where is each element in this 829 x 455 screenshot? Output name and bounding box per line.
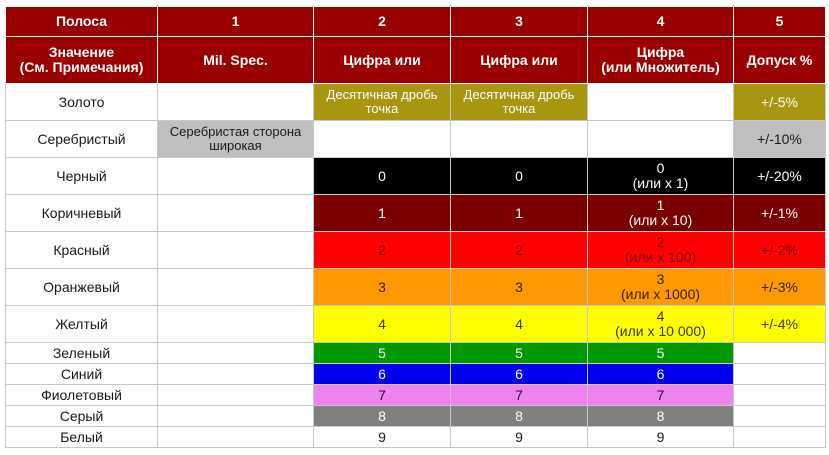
tolerance-cell: +/-4% bbox=[734, 306, 826, 343]
mil-spec-cell bbox=[158, 364, 314, 385]
tolerance-cell: +/-2% bbox=[734, 232, 826, 269]
table-row bbox=[6, 306, 826, 343]
digit-2-cell: 7 bbox=[314, 385, 451, 406]
digit-2-header: Цифра или bbox=[314, 37, 451, 84]
mil-spec-header: Mil. Spec. bbox=[158, 37, 314, 84]
tolerance-cell: +/-20% bbox=[734, 158, 826, 195]
digit-2-cell: 6 bbox=[314, 364, 451, 385]
multiplier-cell: 4 (или х 10 000) bbox=[588, 306, 734, 343]
tolerance-cell bbox=[734, 385, 826, 406]
color-name: Красный bbox=[6, 232, 158, 269]
digit-2-cell: 4 bbox=[314, 306, 451, 343]
multiplier-cell bbox=[588, 84, 734, 121]
multiplier-cell: 7 bbox=[588, 385, 734, 406]
tolerance-cell bbox=[734, 406, 826, 427]
table-row bbox=[6, 385, 826, 406]
digit-3-cell: Десятичная дробь точка bbox=[451, 84, 588, 121]
digit-3-cell: 4 bbox=[451, 306, 588, 343]
band-header-label: Полоса bbox=[6, 7, 158, 37]
mil-spec-cell bbox=[158, 343, 314, 364]
mil-spec-cell bbox=[158, 195, 314, 232]
digit-3-header: Цифра или bbox=[451, 37, 588, 84]
digit-3-cell: 3 bbox=[451, 269, 588, 306]
color-name: Серебристый bbox=[6, 121, 158, 158]
tolerance-cell: +/-3% bbox=[734, 269, 826, 306]
table-row bbox=[6, 195, 826, 232]
color-name: Белый bbox=[6, 427, 158, 448]
tolerance-cell: +/-5% bbox=[734, 84, 826, 121]
table-row bbox=[6, 269, 826, 306]
multiplier-cell: 0 (или х 1) bbox=[588, 158, 734, 195]
digit-3-cell: 7 bbox=[451, 385, 588, 406]
digit-2-cell: 2 bbox=[314, 232, 451, 269]
table-row bbox=[6, 84, 826, 121]
band-1-header: 1 bbox=[158, 7, 314, 37]
multiplier-cell bbox=[588, 121, 734, 158]
table-row bbox=[6, 427, 826, 448]
table-row bbox=[6, 364, 826, 385]
digit-3-cell: 8 bbox=[451, 406, 588, 427]
digit-2-cell bbox=[314, 121, 451, 158]
digit-3-cell bbox=[451, 121, 588, 158]
digit-2-cell: 1 bbox=[314, 195, 451, 232]
tolerance-header: Допуск % bbox=[734, 37, 826, 84]
color-name: Оранжевый bbox=[6, 269, 158, 306]
table-row bbox=[6, 343, 826, 364]
band-5-header: 5 bbox=[734, 7, 826, 37]
color-name: Серый bbox=[6, 406, 158, 427]
table-row bbox=[6, 121, 826, 158]
digit-2-cell: 8 bbox=[314, 406, 451, 427]
digit-3-cell: 0 bbox=[451, 158, 588, 195]
digit-3-cell: 6 bbox=[451, 364, 588, 385]
color-name: Золото bbox=[6, 84, 158, 121]
digit-2-cell: Десятичная дробь точка bbox=[314, 84, 451, 121]
digit-3-cell: 1 bbox=[451, 195, 588, 232]
resistor-color-code-table bbox=[5, 6, 826, 448]
digit-2-cell: 9 bbox=[314, 427, 451, 448]
multiplier-cell: 6 bbox=[588, 364, 734, 385]
multiplier-cell: 1 (или х 10) bbox=[588, 195, 734, 232]
table-row bbox=[6, 158, 826, 195]
digit-2-cell: 5 bbox=[314, 343, 451, 364]
tolerance-cell: +/-1% bbox=[734, 195, 826, 232]
multiplier-cell: 9 bbox=[588, 427, 734, 448]
multiplier-header: Цифра (или Множитель) bbox=[588, 37, 734, 84]
mil-spec-cell bbox=[158, 232, 314, 269]
mil-spec-cell bbox=[158, 385, 314, 406]
tolerance-cell bbox=[734, 427, 826, 448]
digit-3-cell: 2 bbox=[451, 232, 588, 269]
digit-3-cell: 5 bbox=[451, 343, 588, 364]
digit-3-cell: 9 bbox=[451, 427, 588, 448]
tolerance-cell: +/-10% bbox=[734, 121, 826, 158]
color-name: Коричневый bbox=[6, 195, 158, 232]
color-name: Синий bbox=[6, 364, 158, 385]
header-row bbox=[6, 7, 826, 37]
mil-spec-cell bbox=[158, 427, 314, 448]
mil-spec-cell: Серебристая сторона широкая bbox=[158, 121, 314, 158]
band-4-header: 4 bbox=[588, 7, 734, 37]
color-name: Черный bbox=[6, 158, 158, 195]
mil-spec-cell bbox=[158, 158, 314, 195]
table-row bbox=[6, 406, 826, 427]
mil-spec-cell bbox=[158, 84, 314, 121]
digit-2-cell: 3 bbox=[314, 269, 451, 306]
band-2-header: 2 bbox=[314, 7, 451, 37]
color-name: Желтый bbox=[6, 306, 158, 343]
table-row bbox=[6, 232, 826, 269]
tolerance-cell bbox=[734, 364, 826, 385]
digit-2-cell: 0 bbox=[314, 158, 451, 195]
tolerance-cell bbox=[734, 343, 826, 364]
mil-spec-cell bbox=[158, 269, 314, 306]
color-name: Фиолетовый bbox=[6, 385, 158, 406]
multiplier-cell: 5 bbox=[588, 343, 734, 364]
subheader-row bbox=[6, 37, 826, 84]
band-3-header: 3 bbox=[451, 7, 588, 37]
value-header: Значение (См. Примечания) bbox=[6, 37, 158, 84]
multiplier-cell: 8 bbox=[588, 406, 734, 427]
multiplier-cell: 2 (или х 100) bbox=[588, 232, 734, 269]
color-name: Зеленый bbox=[6, 343, 158, 364]
mil-spec-cell bbox=[158, 406, 314, 427]
multiplier-cell: 3 (или х 1000) bbox=[588, 269, 734, 306]
mil-spec-cell bbox=[158, 306, 314, 343]
